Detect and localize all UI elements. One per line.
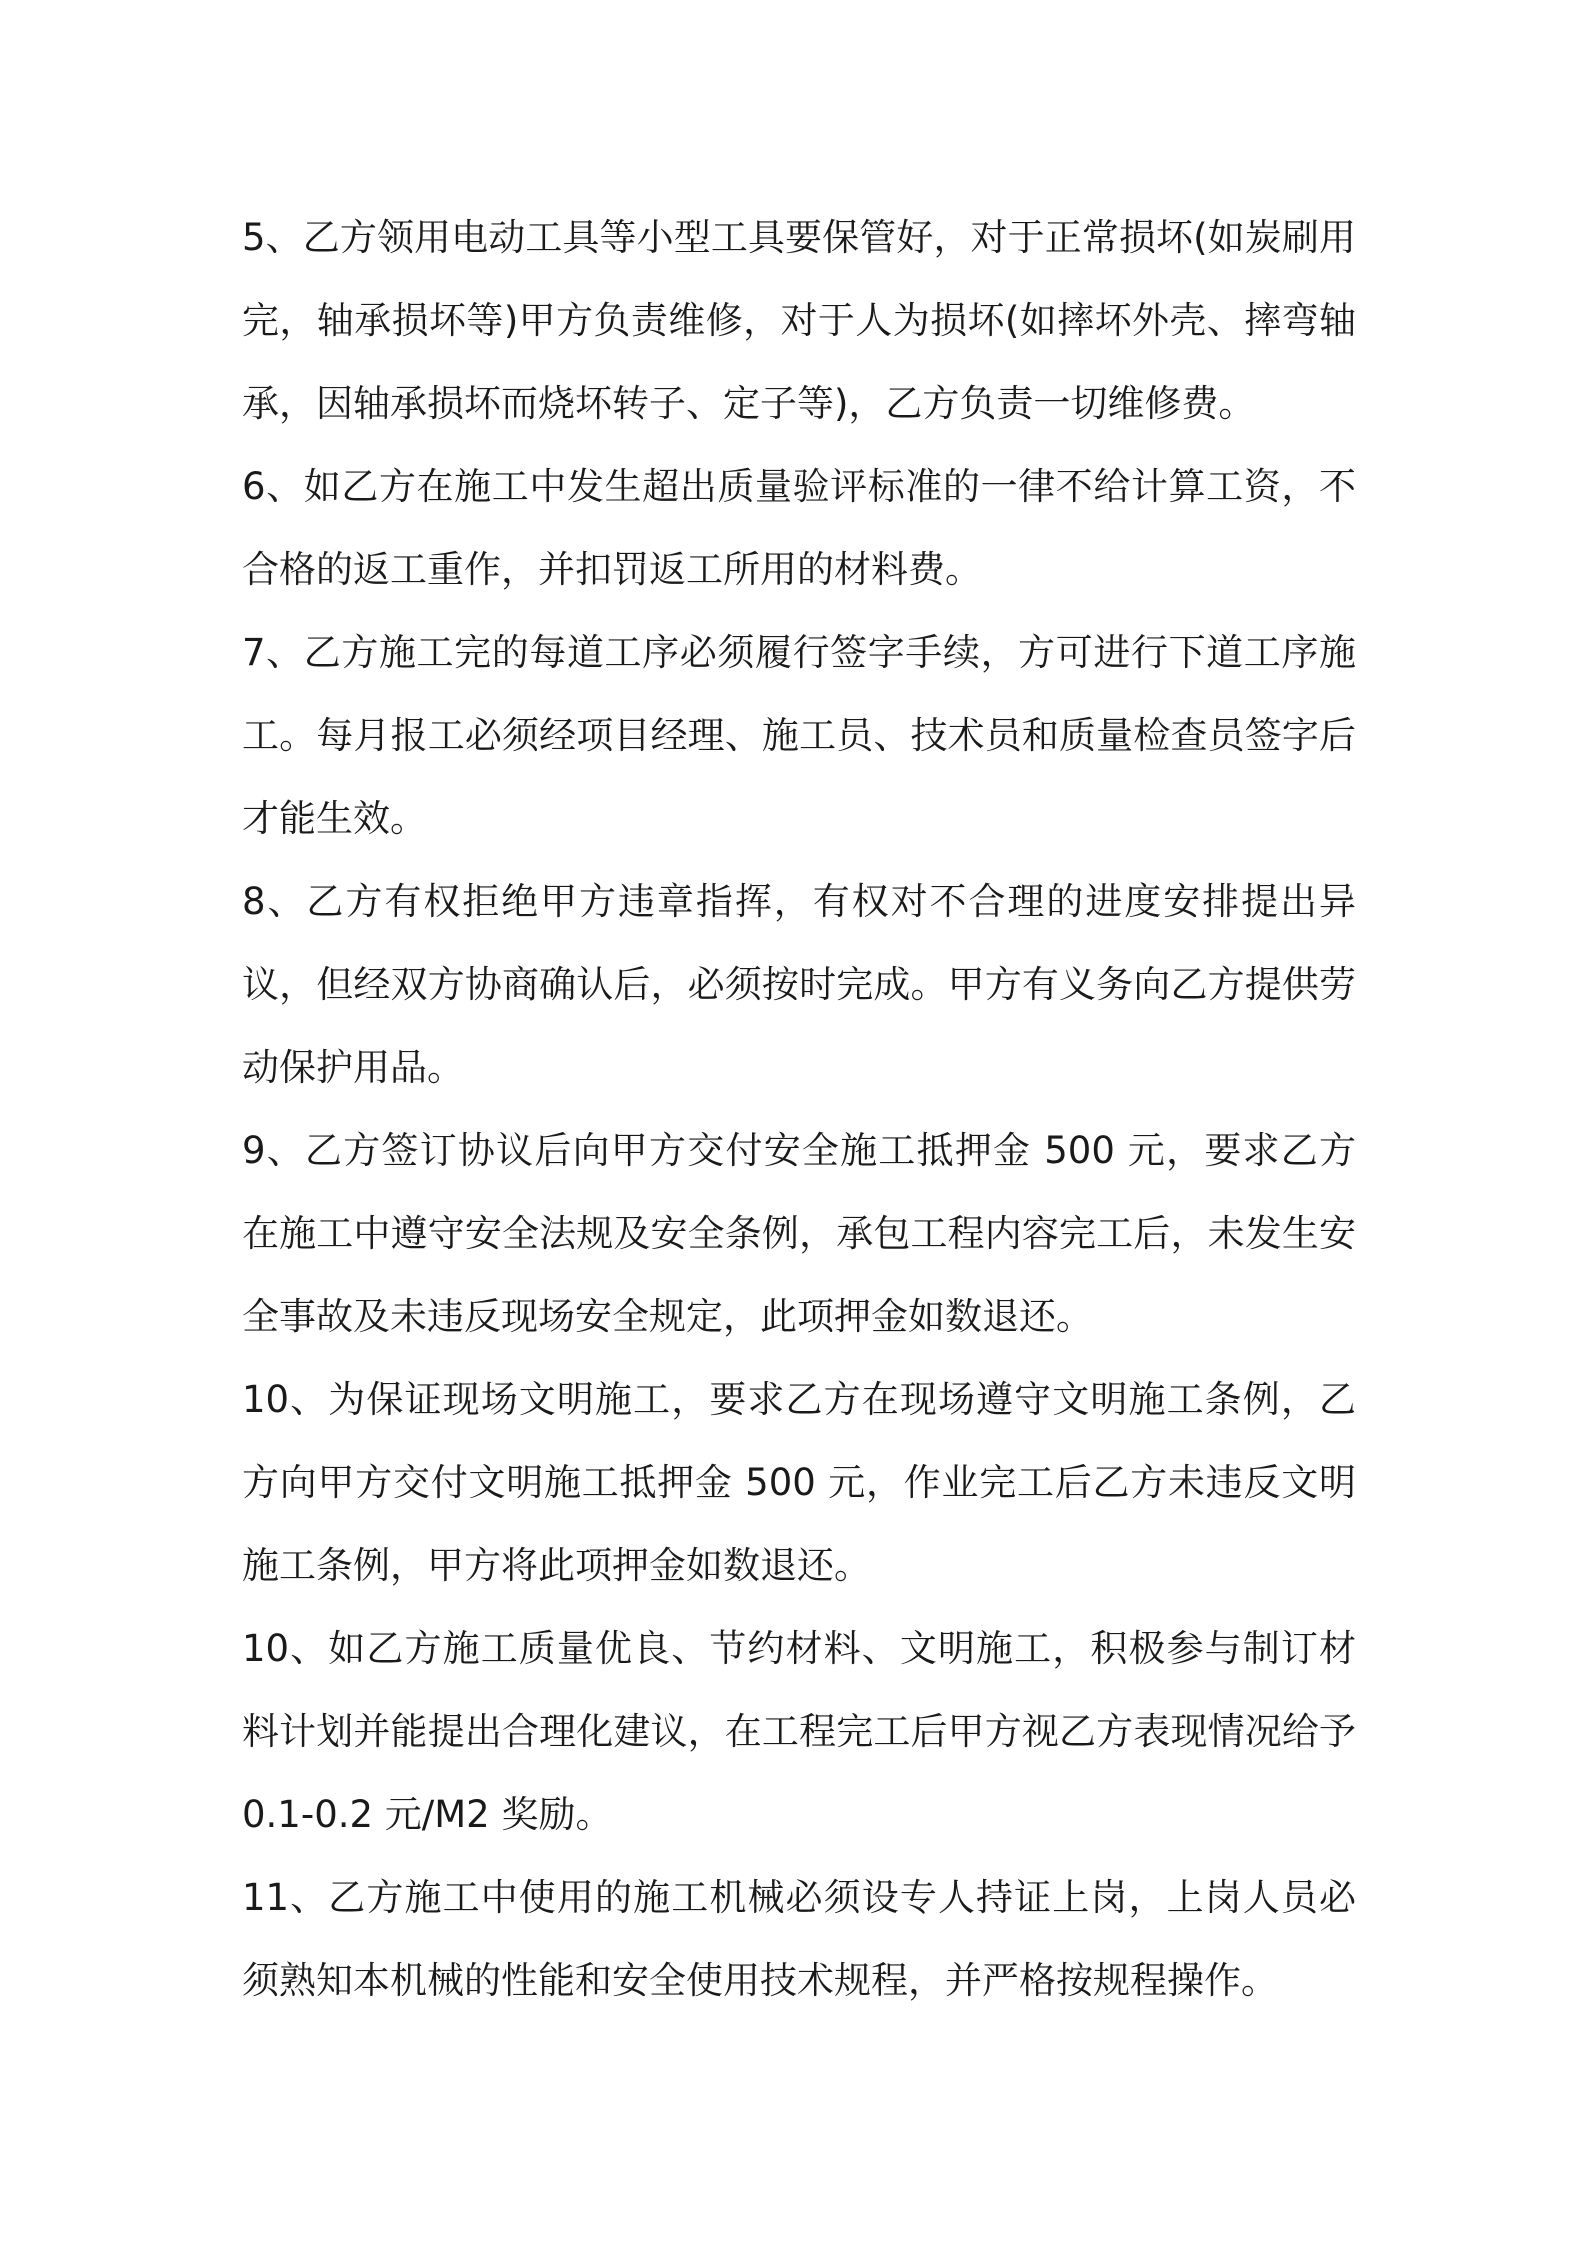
clause-10-civilized-construction: 10、为保证现场文明施工，要求乙方在现场遵守文明施工条例，乙方向甲方交付文明施工抵押金 500 元，作业完工后乙方未违反文明施工条例，甲方将此项押金如数退还。: [242, 1378, 1356, 1587]
clause-11: 11、乙方施工中使用的施工机械必须设专人持证上岗，上岗人员必须熟知本机械的性能和安全使用技术规程，并严格按规程操作。: [242, 1876, 1356, 2002]
contract-clauses: [242, 196, 1356, 2022]
clause-6: 6、如乙方在施工中发生超出质量验评标准的一律不给计算工资，不合格的返工重作，并扣罚返工所用的材料费。: [242, 465, 1356, 591]
clause-10-reward: 10、如乙方施工质量优良、节约材料、文明施工，积极参与制订材料计划并能提出合理化建议，在工程完工后甲方视乙方表现情况给予 0.1-0.2 元/M2 奖励。: [242, 1627, 1356, 1836]
clause-7: 7、乙方施工完的每道工序必须履行签字手续，方可进行下道工序施工。每月报工必须经项目经理、施工员、技术员和质量检查员签字后才能生效。: [242, 631, 1356, 840]
clause-8: 8、乙方有权拒绝甲方违章指挥，有权对不合理的进度安排提出异议，但经双方协商确认后，必须按时完成。甲方有义务向乙方提供劳动保护用品。: [242, 880, 1356, 1089]
clause-9: 9、乙方签订协议后向甲方交付安全施工抵押金 500 元，要求乙方在施工中遵守安全法规及安全条例，承包工程内容完工后，未发生安全事故及未违反现场安全规定，此项押金如数退还。: [242, 1129, 1356, 1338]
clause-5: 5、乙方领用电动工具等小型工具要保管好，对于正常损坏(如炭刷用完，轴承损坏等)甲方负责维修，对于人为损坏(如摔坏外壳、摔弯轴承，因轴承损坏而烧坏转子、定子等)，乙方负责一切维修费。: [242, 216, 1356, 425]
